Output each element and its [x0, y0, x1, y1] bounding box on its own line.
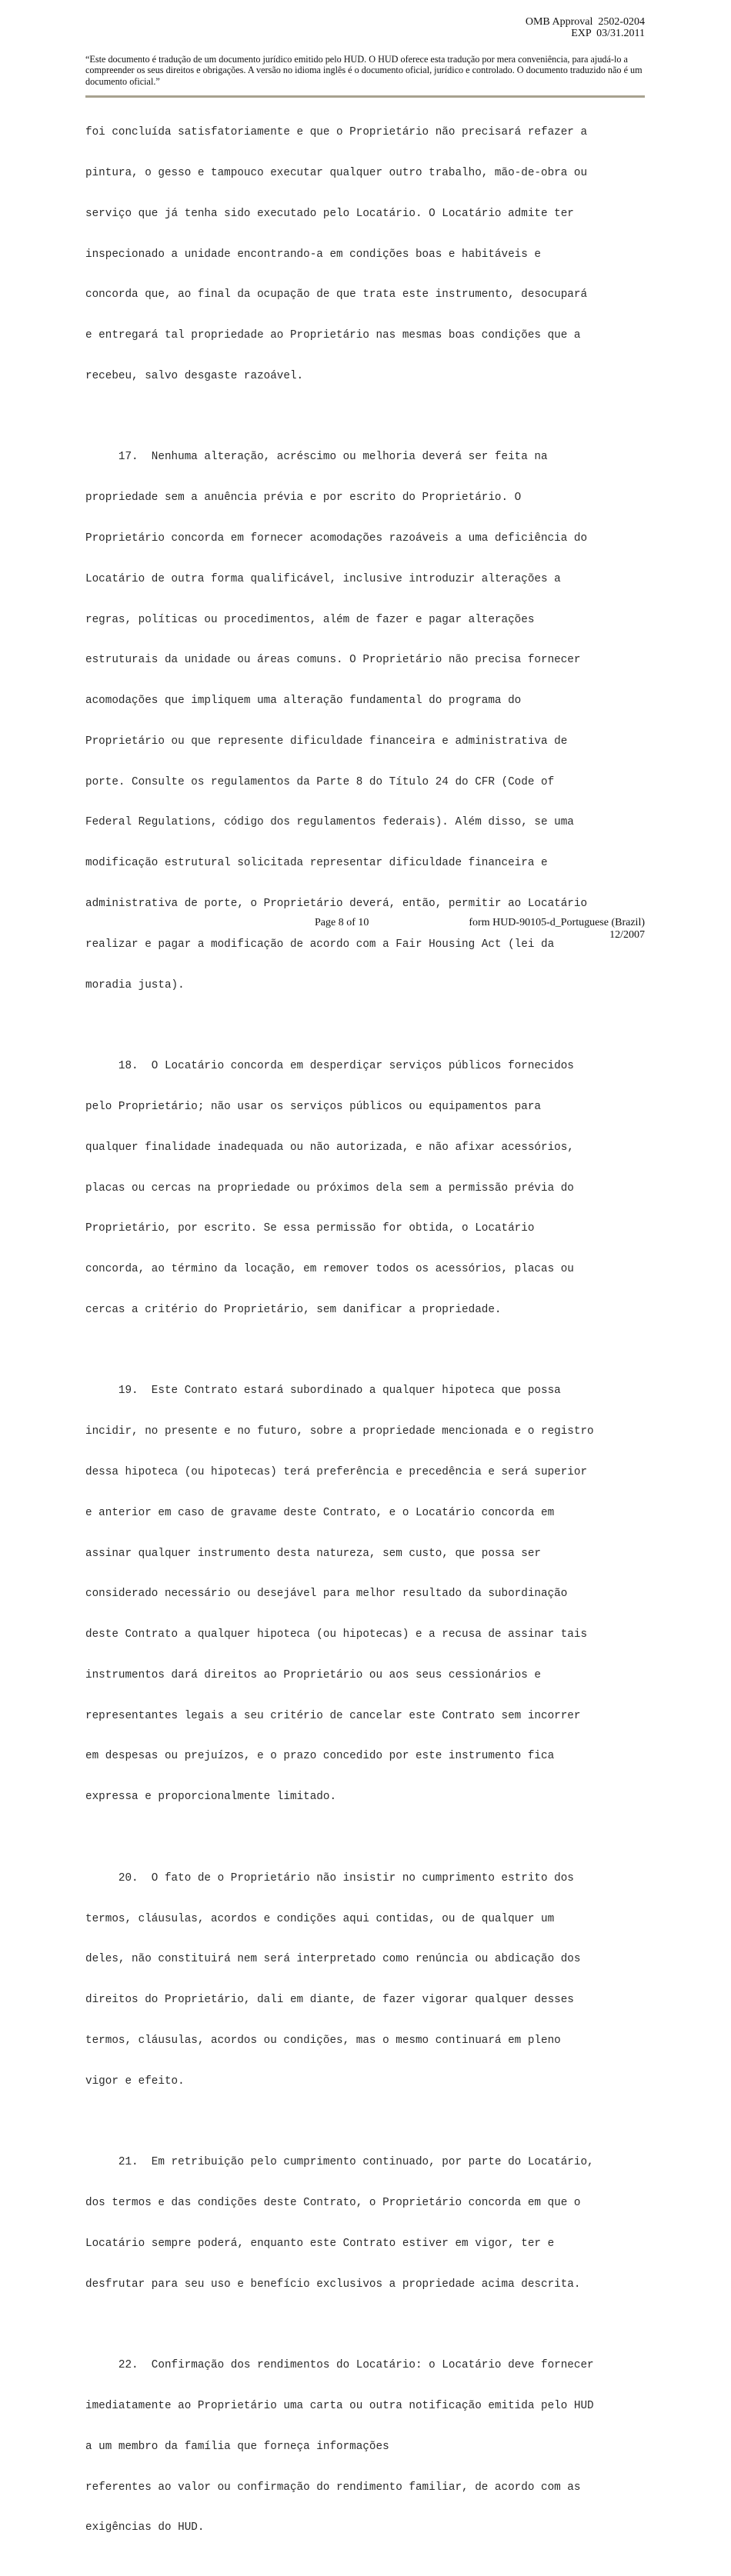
text-line: 21. Em retribuição pelo cumprimento continuado, por parte do Locatário, — [85, 2156, 594, 2169]
text-line: 19. Este Contrato estará subordinado a qualquer hipoteca que possa — [85, 1385, 561, 1398]
text-line: Proprietário concorda em fornecer acomodações razoáveis a uma deficiência do — [85, 532, 588, 545]
text-line: acomodações que impliquem uma alteração fundamental do programa do — [85, 695, 522, 708]
text-line: desfrutar para seu uso e benefício exclusivos a propriedade acima descrita. — [85, 2278, 581, 2291]
text-line: serviço que já tenha sido executado pelo Locatário. O Locatário admite ter — [85, 207, 574, 220]
form-identifier-block — [469, 917, 645, 941]
text-line: foi concluída satisfatoriamente e que o Proprietário não precisará refazer a — [85, 126, 588, 139]
page-number: Page 8 of 10 — [315, 917, 369, 928]
text-line: e entregará tal propriedade ao Proprietário nas mesmas boas condições que a — [85, 329, 581, 342]
text-line: moradia justa). — [85, 978, 185, 991]
text-line: referentes ao valor ou confirmação do rendimento familiar, de acordo com as — [85, 2481, 581, 2494]
paragraph-continuation — [85, 99, 655, 411]
text-line: e anterior em caso de gravame deste Contrato, e o Locatário concorda em — [85, 1506, 555, 1519]
omb-expiration-date: EXP 03/31.2011 — [571, 28, 645, 39]
omb-approval-block — [526, 16, 645, 39]
text-line: propriedade sem a anuência prévia e por escrito do Proprietário. O — [85, 492, 522, 505]
text-line: administrativa de porte, o Proprietário deverá, então, permitir ao Locatário — [85, 898, 588, 911]
text-line: considerado necessário ou desejável para melhor resultado da subordinação — [85, 1588, 568, 1601]
text-line: 18. O Locatário concorda em desperdiçar serviços públicos fornecidos — [85, 1060, 574, 1073]
document-body — [85, 99, 655, 2576]
clause-18 — [85, 1033, 655, 1345]
text-line: incidir, no presente e no futuro, sobre a propriedade mencionada e o registro — [85, 1425, 594, 1438]
text-line: inspecionado a unidade encontrando-a em condições boas e habitáveis e — [85, 248, 541, 261]
text-line: exigências do HUD. — [85, 2521, 205, 2534]
text-line: deles, não constituirá nem será interpretado como renúncia ou abdicação dos — [85, 1953, 581, 1966]
text-line: termos, cláusulas, acordos e condições aqui contidas, ou de qualquer um — [85, 1912, 555, 1925]
text-line: a um membro da família que forneça informações — [85, 2440, 389, 2453]
text-line: vigor e efeito. — [85, 2074, 185, 2088]
text-line: porte. Consulte os regulamentos da Parte 8 do Título 24 do CFR (Code of — [85, 775, 555, 788]
text-line: instrumentos dará direitos ao Proprietário ou aos seus cessionários e — [85, 1668, 541, 1681]
text-line: assinar qualquer instrumento desta natureza, sem custo, que possa ser — [85, 1547, 541, 1560]
text-line: dessa hipoteca (ou hipotecas) terá preferência e precedência e será superior — [85, 1465, 588, 1478]
translation-disclaimer: “Este documento é tradução de um documento jurídico emitido pelo HUD. O HUD oferece esta tradução por mera conveniência, para ajudá-lo a compreender os seus direitos e obrigações. A versão no idioma inglês é o documento oficial, jurídico e controlado. O documento traduzido não é um documento oficial.” — [85, 54, 643, 87]
text-line: dos termos e das condições deste Contrato, o Proprietário concorda em que o — [85, 2197, 581, 2210]
text-line: em despesas ou prejuízos, e o prazo concedido por este instrumento fica — [85, 1750, 555, 1763]
text-line: Locatário sempre poderá, enquanto este Contrato estiver em vigor, ter e — [85, 2237, 555, 2250]
text-line: Proprietário, por escrito. Se essa permissão for obtida, o Locatário — [85, 1222, 535, 1235]
clause-21 — [85, 2129, 655, 2318]
text-line: 22. Confirmação dos rendimentos do Locatário: o Locatário deve fornecer — [85, 2359, 594, 2372]
text-line: placas ou cercas na propriedade ou próximos dela sem a permissão prévia do — [85, 1181, 574, 1195]
text-line: pelo Proprietário; não usar os serviços públicos ou equipamentos para — [85, 1100, 541, 1113]
text-line: 17. Nenhuma alteração, acréscimo ou melhoria deverá ser feita na — [85, 451, 548, 464]
text-line: realizar e pagar a modificação de acordo com a Fair Housing Act (lei da — [85, 938, 555, 951]
text-line: recebeu, salvo desgaste razoável. — [85, 369, 304, 382]
form-id: form HUD-90105-d_Portuguese (Brazil) — [469, 917, 645, 928]
text-line: pintura, o gesso e tampouco executar qualquer outro trabalho, mão-de-obra ou — [85, 166, 588, 179]
clause-19 — [85, 1358, 655, 1831]
text-line: cercas a critério do Proprietário, sem danificar a propriedade. — [85, 1303, 502, 1316]
text-line: estruturais da unidade ou áreas comuns. O Proprietário não precisa fornecer — [85, 654, 581, 667]
text-line: termos, cláusulas, acordos ou condições, mas o mesmo continuará em pleno — [85, 2034, 561, 2047]
text-line: imediatamente ao Proprietário uma carta ou outra notificação emitida pelo HUD — [85, 2399, 594, 2412]
clause-22 — [85, 2332, 655, 2562]
text-line: direitos do Proprietário, dali em diante, de fazer vigorar qualquer desses — [85, 1994, 574, 2007]
text-line: Federal Regulations, código dos regulamentos federais). Além disso, se uma — [85, 816, 574, 829]
text-line: concorda, ao término da locação, em remover todos os acessórios, placas ou — [85, 1263, 574, 1276]
form-date: 12/2007 — [609, 929, 645, 941]
text-line: 20. O fato de o Proprietário não insistir no cumprimento estrito dos — [85, 1871, 574, 1885]
clause-20 — [85, 1845, 655, 2116]
text-line: representantes legais a seu critério de cancelar este Contrato sem incorrer — [85, 1709, 581, 1722]
header-divider — [85, 95, 645, 98]
omb-approval-number: OMB Approval 2502-0204 — [525, 16, 645, 28]
text-line: Locatário de outra forma qualificável, inclusive introduzir alterações a — [85, 572, 561, 585]
text-line: deste Contrato a qualquer hipoteca (ou hipotecas) e a recusa de assinar tais — [85, 1628, 588, 1641]
text-line: Proprietário ou que represente dificuldade financeira e administrativa de — [85, 735, 568, 748]
text-line: regras, políticas ou procedimentos, além de fazer e pagar alterações — [85, 613, 535, 626]
text-line: concorda que, ao final da ocupação de que trata este instrumento, desocupará — [85, 288, 588, 302]
text-line: modificação estrutural solicitada representar dificuldade financeira e — [85, 857, 548, 870]
text-line: qualquer finalidade inadequada ou não autorizada, e não afixar acessórios, — [85, 1141, 574, 1154]
text-line: expressa e proporcionalmente limitado. — [85, 1791, 337, 1804]
